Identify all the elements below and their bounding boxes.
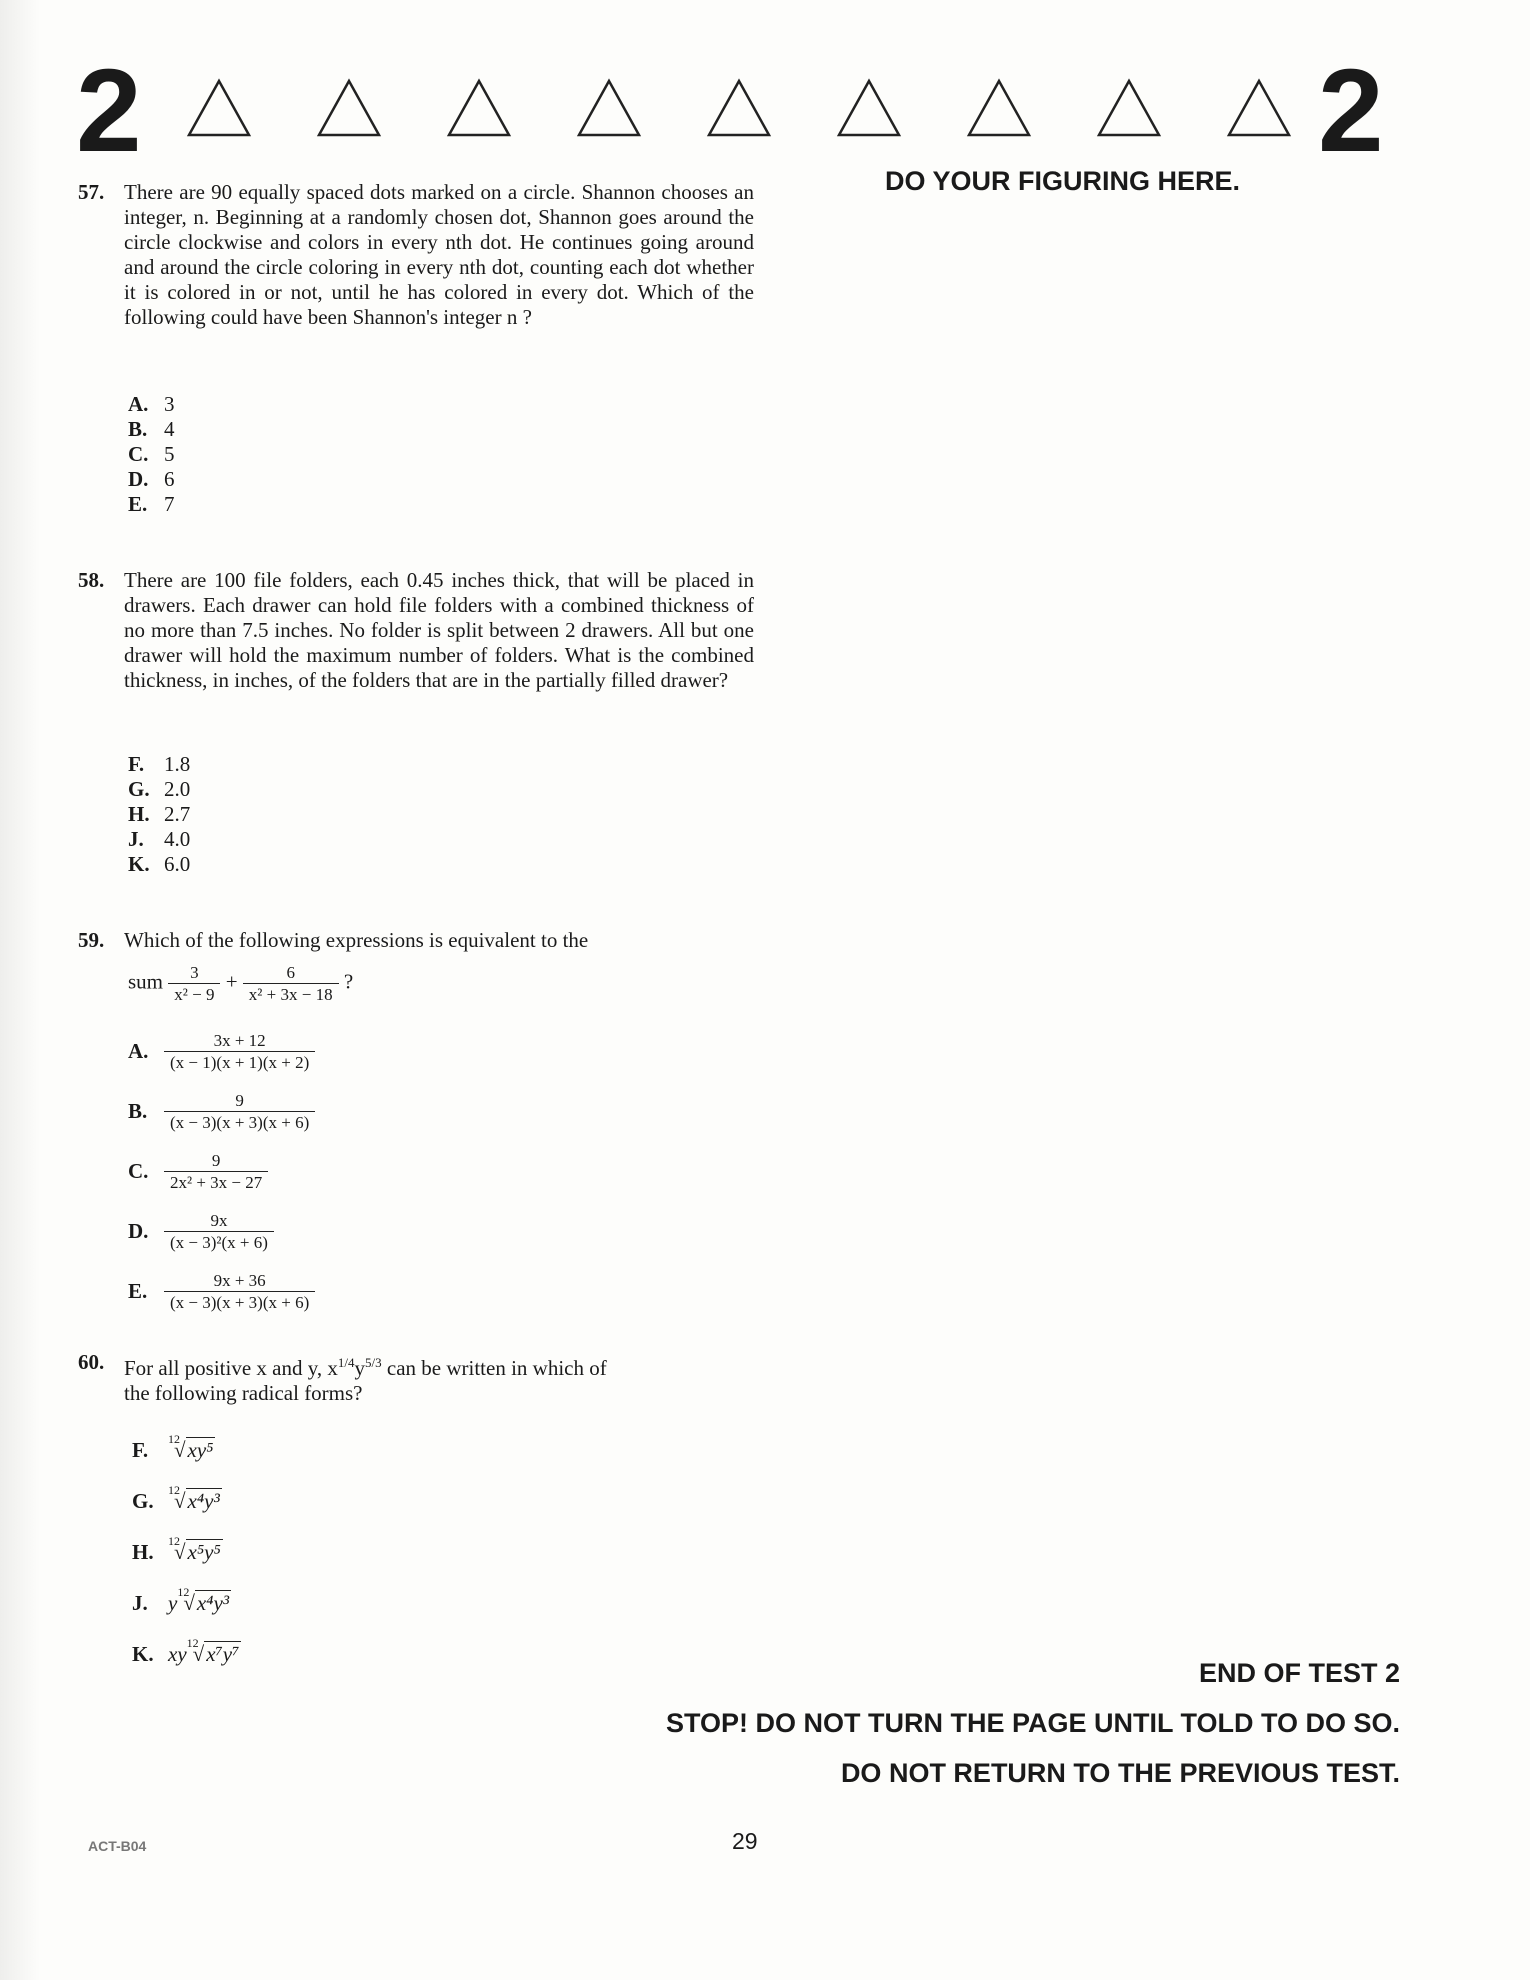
answer-option: A. $\frac{3x + 12}{(x - 1)(x + 1)(x + 2)}$ [128,1030,315,1080]
triangle-icon [316,78,382,143]
q59-sum-expression [128,962,353,1005]
option-fraction: $\frac{3x + 12}{(x - 1)(x + 1)(x + 2)}$ [164,1030,315,1073]
answer-option: K. $xy^{12}√x^7y^7$ [132,1636,240,1666]
answer-option: B. $\frac{9}{(x - 3)(x + 3)(x + 6)}$ [128,1090,315,1140]
answer-option: E. 7 [128,492,175,516]
question-text: There are 100 file folders, each 0.45 inches thick, that will be placed in drawers. Each drawer can hold file folders with a combined thickness of no more than 7.5 inches. No folder is split between 2 drawers. All but one drawer will hold the maximum number of folders. What is the combined thickness, in inches, of the folders that are in the partially filled drawer? [124,568,754,692]
answer-option: K. 6.0 [128,852,191,876]
triangle-icon [1096,78,1162,143]
answer-option: G. 2.0 [128,777,191,801]
answer-option: H. $^{12}$√x⁵y⁵ [132,1534,221,1564]
question-number: 59. [78,928,105,952]
triangle-icon [186,78,252,143]
form-code: ACT-B04 [88,1838,147,1854]
end-of-test: END OF TEST 2 [1198,1658,1400,1688]
option-fraction: $\frac{9x}{\text{(x − 3)²(x + 6)}}$ [164,1210,274,1253]
triangle-icon [576,78,642,143]
triangle-icon [966,78,1032,143]
no-return-notice: DO NOT RETURN TO THE PREVIOUS TEST. [840,1758,1400,1788]
answer-option: F. 1.8 [128,752,191,776]
answer-option: D. 6 [128,467,175,491]
page-number: 29 [732,1828,758,1854]
answer-option: H. 2.7 [128,802,191,826]
option-fraction: $\frac{9}{(x - 3)(x + 3)(x + 6)}$ [164,1090,315,1133]
question-text: For all positive x and y, $x^{1/4}y^{5/3}$ can be written in which of the following radical forms? [124,1355,607,1405]
scan-shadow [0,0,40,1980]
plus-sign: + [225,969,238,994]
answer-option: J. 4.0 [128,827,191,851]
answer-option: C. 5 [128,442,175,466]
triangle-icon [836,78,902,143]
test-number-right: 2 [1318,45,1384,177]
triangle-icon [706,78,772,143]
answer-option: E. $\frac{9x + 36}{(x - 3)(x + 3)(x + 6)}$ [128,1270,315,1320]
answer-option: A. 3 [128,392,175,416]
stop-notice: STOP! DO NOT TURN THE PAGE UNTIL TOLD TO DO SO. [665,1708,1400,1738]
question-number: 57. [78,180,105,204]
answer-option: G. $^{12}$√x⁴y³ [132,1483,220,1513]
answer-option: C. $\frac{9}{\text{2x² + 3x − 27}}$ [128,1150,268,1200]
question-mark: ? [343,969,354,994]
question-number: 58. [78,568,105,592]
fraction-2: $\frac{6}{\text{x² + 3x − 18}}$ [243,962,339,1005]
test-number-left: 2 [76,45,142,177]
answer-option: D. $\frac{9x}{\text{(x − 3)²(x + 6)}}$ [128,1210,274,1260]
figuring-label: DO YOUR FIGURING HERE. [885,166,1241,196]
question-text: There are 90 equally spaced dots marked on a circle. Shannon chooses an integer, n. Beginning at a randomly chosen dot, Shannon goes around the circle clockwise and colors in every nth dot. He continues going around and around the circle coloring in every nth dot, counting each dot whether it is colored in or not, until he has colored in every dot. Which of the following could have been Shannon's integer n ? [124,180,754,329]
fraction-1: $\frac{3}{\text{x² − 9}}$ [168,962,220,1005]
sum-word: sum [128,969,164,994]
question-number: 60. [78,1350,105,1374]
triangle-icon [446,78,512,143]
option-fraction: $\frac{9}{\text{2x² + 3x − 27}}$ [164,1150,268,1193]
triangle-icon [1226,78,1292,143]
option-fraction: $\frac{9x + 36}{(x - 3)(x + 3)(x + 6)}$ [164,1270,315,1313]
answer-option: J. $y^{12}√x^4y^3$ [132,1585,230,1615]
answer-option: B. 4 [128,417,175,441]
question-text: Which of the following expressions is equivalent to the [124,928,589,952]
answer-option: F. $^{12}$√xy⁵ [132,1432,214,1462]
